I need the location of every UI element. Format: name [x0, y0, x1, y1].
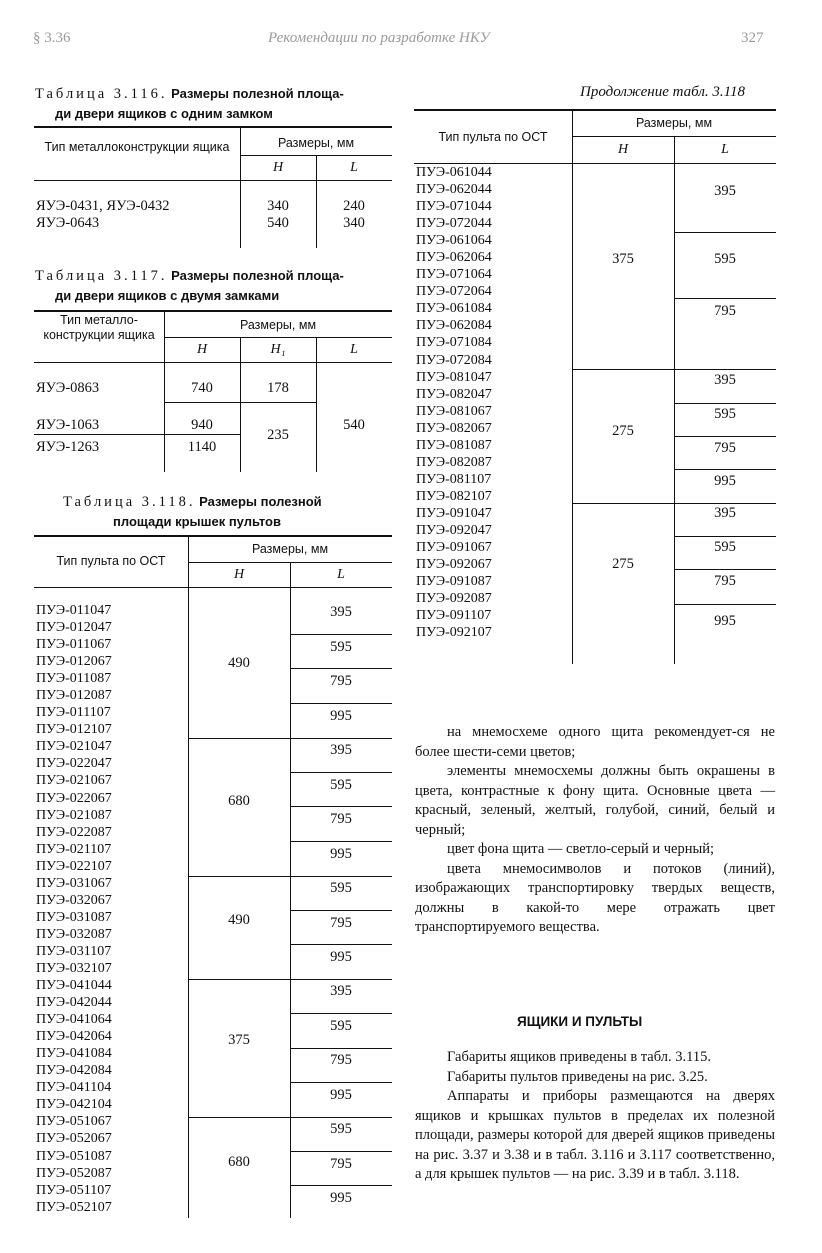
rule: [290, 806, 392, 807]
list-item: ПУЭ-081067: [416, 403, 492, 419]
list-item: ПУЭ-012047: [36, 620, 112, 636]
rule: [290, 1151, 392, 1152]
rule: [674, 232, 776, 233]
row-type: ЯУЭ-1263: [36, 439, 100, 455]
col-type-header: Тип металлоконструкции ящика: [44, 140, 230, 154]
rule: [290, 944, 392, 945]
group-l: 995: [714, 473, 736, 489]
group-l: 995: [330, 708, 352, 724]
group-h: 490: [228, 655, 250, 671]
rule: [414, 109, 776, 111]
rule: [34, 587, 392, 588]
list-item: ПУЭ-031107: [36, 943, 112, 959]
list-item: ПУЭ-011047: [36, 603, 112, 618]
list-item: ПУЭ-041044: [36, 978, 112, 994]
rule: [240, 337, 241, 472]
rule: [674, 298, 776, 299]
body-text-upper: [415, 723, 775, 938]
group-l: 395: [714, 505, 736, 521]
group-l: 595: [330, 777, 352, 793]
list-item: ПУЭ-061064: [416, 233, 492, 249]
list-item: ПУЭ-032107: [36, 960, 112, 976]
list-item: ПУЭ-022067: [36, 790, 112, 806]
row-h: 940: [191, 417, 213, 433]
list-item: ПУЭ-062064: [416, 250, 492, 266]
group-l: 795: [330, 811, 352, 827]
rule: [572, 369, 776, 370]
list-item: ПУЭ-041084: [36, 1046, 112, 1062]
list-item: ПУЭ-081087: [416, 437, 492, 453]
list-item: ПУЭ-062044: [416, 182, 492, 198]
col-h-header: H: [617, 142, 629, 157]
rule: [290, 668, 392, 669]
list-item: ПУЭ-071084: [416, 335, 492, 351]
merged-h1: 235: [267, 427, 289, 443]
row-type: ЯУЭ-1063: [36, 417, 100, 433]
rule: [290, 634, 392, 635]
col-h-header: H: [233, 567, 245, 582]
table-3-118-title-line1: Размеры полезной: [199, 494, 322, 509]
list-item: ПУЭ-021047: [36, 739, 112, 755]
group-l: 595: [714, 539, 736, 555]
list-item: ПУЭ-012087: [36, 688, 112, 704]
list-item: ПУЭ-021067: [36, 773, 112, 789]
col-size-header: Размеры, мм: [239, 318, 317, 332]
group-l: 595: [714, 406, 736, 422]
list-item: ПУЭ-021087: [36, 807, 112, 823]
rule: [34, 535, 392, 537]
rule: [674, 436, 776, 437]
list-item: ПУЭ-022107: [36, 858, 112, 874]
rule: [34, 310, 392, 312]
list-item: ПУЭ-081107: [416, 471, 492, 487]
list-item: ПУЭ-062084: [416, 318, 492, 334]
list-item: ПУЭ-072084: [416, 352, 492, 368]
list-item: ПУЭ-091047: [416, 505, 492, 521]
list-item: ПУЭ-072044: [416, 216, 492, 232]
rule: [34, 434, 240, 435]
running-header-section: § 3.36: [33, 30, 71, 46]
running-header-title: Рекомендации по разработке НКУ: [268, 30, 490, 46]
group-l: 595: [330, 1121, 352, 1137]
list-item: ПУЭ-061084: [416, 301, 492, 317]
list-item: ПУЭ-031087: [36, 909, 112, 925]
group-l: 595: [330, 880, 352, 896]
list-item: ПУЭ-081047: [416, 369, 492, 385]
list-item: ПУЭ-091107: [416, 608, 492, 624]
list-item: ПУЭ-082047: [416, 386, 492, 402]
group-l: 395: [330, 983, 352, 999]
rule: [290, 841, 392, 842]
paragraph: цвета мнемосимволов и потоков (линий), изображающих транспортировку твердых веществ, должны в какой-то мере отражать цвет транспортируемого вещества.: [415, 860, 775, 935]
group-h: 490: [228, 912, 250, 928]
col-size-header: Размеры, мм: [277, 136, 355, 150]
group-l: 795: [330, 1156, 352, 1172]
list-item: ПУЭ-092067: [416, 557, 492, 573]
col-type-header: Тип пульта по ОСТ: [56, 554, 166, 568]
rule: [188, 1117, 392, 1118]
table-3-117-title-line2: ди двери ящиков с двумя замками: [55, 288, 280, 303]
group-h: 375: [612, 251, 634, 267]
list-item: ПУЭ-042044: [36, 995, 112, 1011]
rule: [290, 1048, 392, 1049]
table-3-118-title-line2: площади крышек пультов: [113, 514, 281, 529]
group-l: 795: [714, 573, 736, 589]
paragraph: цвет фона щита — светло-серый и черный;: [447, 841, 715, 857]
row-h: 540: [267, 215, 289, 231]
col-size-header: Размеры, мм: [635, 116, 713, 130]
row-l: 240: [343, 198, 365, 214]
group-l: 795: [330, 673, 352, 689]
list-item: ПУЭ-051107: [36, 1182, 112, 1198]
rule: [572, 503, 776, 504]
paragraph: Габариты ящиков приведены в табл. 3.115.: [447, 1049, 711, 1065]
rule: [34, 362, 392, 363]
rule: [290, 910, 392, 911]
col-l-header: L: [337, 567, 345, 582]
table-3-117-label: Таблица 3.117.: [35, 268, 168, 284]
col-l-header: L: [350, 160, 358, 175]
group-l: 395: [330, 604, 352, 620]
list-item: ПУЭ-022047: [36, 756, 112, 772]
paragraph: элементы мнемосхемы должны быть окрашены в цвета, контрастные к фону щита. Основные цвета — красный, зеленый, желтый, голубой, синий, белый и черный;: [415, 763, 775, 838]
list-item: ПУЭ-082107: [416, 488, 492, 504]
group-h: 275: [612, 556, 634, 572]
group-l: 595: [330, 639, 352, 655]
group-l: 595: [714, 251, 736, 267]
list-item: ПУЭ-052107: [36, 1199, 112, 1215]
rule: [674, 604, 776, 605]
row-h: 740: [191, 380, 213, 396]
list-item: ПУЭ-051067: [36, 1114, 112, 1130]
group-h: 375: [228, 1032, 250, 1048]
section-heading: ЯЩИКИ И ПУЛЬТЫ: [517, 1014, 643, 1029]
list-item: ПУЭ-061044: [416, 165, 492, 180]
paragraph: Аппараты и приборы размещаются на дверях ящиков и крышках пультов в пределах их полезной площади, размеры которой для дверей ящиков приведены на рис. 3.37 и 3.38 и в табл. 3.116 и 3.117 соответственно, а для крышек пультов — на рис. 3.39 и в табл. 3.118.: [415, 1088, 775, 1182]
list-item: ПУЭ-071064: [416, 267, 492, 283]
col-size-header: Размеры, мм: [251, 542, 329, 556]
continuation-types: [416, 164, 492, 641]
rule: [674, 469, 776, 470]
list-item: ПУЭ-012107: [36, 722, 112, 738]
rule: [34, 126, 392, 128]
col-l-header: L: [350, 342, 358, 357]
group-l: 995: [330, 949, 352, 965]
rule: [674, 403, 776, 404]
group-l: 795: [714, 303, 736, 319]
rule: [188, 876, 392, 877]
table-3-116-title-line2: ди двери ящиков с одним замком: [55, 106, 273, 121]
rule: [188, 979, 392, 980]
list-item: ПУЭ-092047: [416, 522, 492, 538]
group-l: 795: [330, 915, 352, 931]
list-item: ПУЭ-052067: [36, 1131, 112, 1147]
rule: [674, 536, 776, 537]
list-item: ПУЭ-071044: [416, 199, 492, 215]
group-l: 995: [330, 1190, 352, 1206]
table-3-116-caption: [35, 84, 395, 124]
col-l-header: L: [721, 142, 729, 157]
list-item: ПУЭ-041064: [36, 1012, 112, 1028]
merged-l: 540: [343, 417, 365, 433]
page-number: 327: [741, 30, 764, 46]
row-type: ЯУЭ-0863: [36, 380, 100, 396]
row-type: ЯУЭ-0431, ЯУЭ-0432: [36, 198, 170, 214]
list-item: ПУЭ-052087: [36, 1165, 112, 1181]
list-item: ПУЭ-031067: [36, 875, 112, 891]
table-3-116-title-line1: Размеры полезной площа-: [171, 86, 344, 101]
group-l: 395: [714, 183, 736, 199]
col-h-header: H: [196, 342, 208, 357]
rule: [674, 569, 776, 570]
paragraph: на мнемосхеме одного щита рекомендует-ся не более шести-семи цветов;: [415, 724, 775, 760]
group-h: 275: [612, 423, 634, 439]
list-item: ПУЭ-032087: [36, 926, 112, 942]
col-type-header: Тип пульта по ОСТ: [438, 130, 548, 144]
list-item: ПУЭ-042104: [36, 1097, 112, 1113]
group-l: 595: [330, 1018, 352, 1034]
list-item: ПУЭ-011087: [36, 671, 112, 687]
list-item: ПУЭ-012067: [36, 654, 112, 670]
list-item: ПУЭ-051087: [36, 1148, 112, 1164]
table-3-117-caption: [35, 266, 395, 306]
list-item: ПУЭ-042064: [36, 1029, 112, 1045]
body-text-lower: [415, 1048, 775, 1185]
table-3-118-label: Таблица 3.118.: [63, 494, 196, 510]
list-item: ПУЭ-011067: [36, 637, 112, 653]
group-l: 995: [330, 846, 352, 862]
list-item: ПУЭ-082067: [416, 420, 492, 436]
group-l: 995: [330, 1087, 352, 1103]
rule: [188, 738, 392, 739]
list-item: ПУЭ-082087: [416, 454, 492, 470]
table-3-118-caption: [63, 492, 393, 532]
list-item: ПУЭ-032067: [36, 892, 112, 908]
rule: [316, 337, 317, 472]
rule: [290, 1185, 392, 1186]
col-type-header: Тип металло-конструкции ящика: [43, 313, 155, 342]
paragraph: Габариты пультов приведены на рис. 3.25.: [447, 1068, 708, 1085]
rule: [572, 109, 573, 664]
col-h-header: H: [272, 160, 284, 175]
table-3-116-label: Таблица 3.116.: [35, 86, 168, 102]
row-h1: 178: [267, 380, 289, 396]
group-h: 680: [228, 793, 250, 809]
list-item: ПУЭ-042084: [36, 1063, 112, 1079]
rule: [290, 703, 392, 704]
table-3-117-title-line1: Размеры полезной площа-: [171, 268, 344, 283]
row-h: 1140: [187, 439, 217, 455]
group-l: 795: [330, 1052, 352, 1068]
rule: [290, 772, 392, 773]
list-item: ПУЭ-072064: [416, 284, 492, 300]
group-l: 395: [714, 372, 736, 388]
rule: [290, 1082, 392, 1083]
group-1-types: [36, 602, 112, 1216]
group-h: 680: [228, 1154, 250, 1170]
row-type: ЯУЭ-0643: [36, 215, 100, 231]
list-item: ПУЭ-022087: [36, 824, 112, 840]
list-item: ПУЭ-011107: [36, 705, 111, 721]
rule: [164, 337, 392, 338]
group-l: 795: [714, 440, 736, 456]
rule: [34, 180, 392, 181]
table-continuation-title: Продолжение табл. 3.118: [580, 84, 746, 100]
group-l: 395: [330, 742, 352, 758]
rule: [290, 1013, 392, 1014]
group-l: 995: [714, 613, 736, 629]
list-item: ПУЭ-092107: [416, 625, 492, 641]
list-item: ПУЭ-092087: [416, 591, 492, 607]
row-l: 340: [343, 215, 365, 231]
col-h1-header: H₁: [270, 342, 286, 357]
list-item: ПУЭ-091067: [416, 540, 492, 556]
row-h: 340: [267, 198, 289, 214]
list-item: ПУЭ-091087: [416, 574, 492, 590]
list-item: ПУЭ-041104: [36, 1080, 112, 1096]
list-item: ПУЭ-021107: [36, 841, 112, 857]
